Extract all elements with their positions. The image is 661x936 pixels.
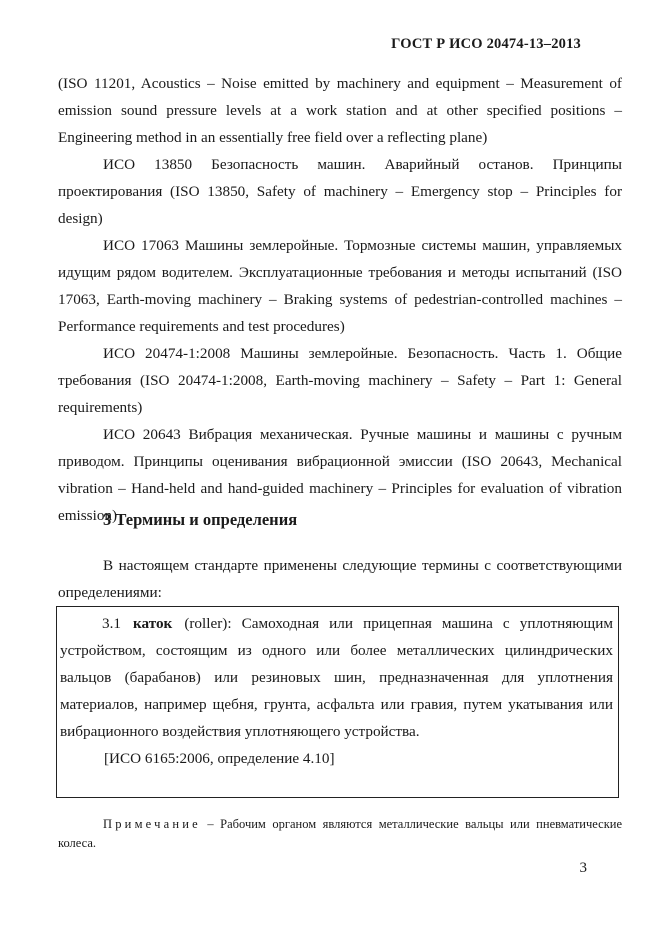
term-definition [60, 610, 613, 745]
term-number: 3.1 [102, 615, 121, 632]
section-intro: В настоящем стандарте применены следующие термины с соответствующими определениями: [58, 557, 622, 601]
document-header: ГОСТ Р ИСО 20474-13–2013 [391, 36, 581, 52]
note-label: Примечание [103, 817, 201, 831]
note-text: – Рабочим органом являются металлические вальцы или пневматические колеса. [58, 817, 623, 850]
reference-item: ИСО 13850 Безопасность машин. Аварийный останов. Принципы проектирования (ISO 13850, Safety of machinery – Emergency stop – Principles for design) [58, 156, 622, 227]
term-definition-text: (roller): Самоходная или прицепная машина с уплотняющим устройством, состоящим из одного или более металлических цилиндрических вальцов (барабанов) или резиновых шин, предназначенная для уплотнения материалов, например щебня, грунта, асфальта или гравия, путем укатывания или вибрационного воздействия уплотняющего устройства. [60, 615, 613, 740]
term-definition-box [56, 606, 619, 798]
reference-item: (ISO 11201, Acoustics – Noise emitted by machinery and equipment – Measurement of emission sound pressure levels at a work station and at other specified positions – Engineering method in an essentially free field over a reflecting plane) [58, 75, 622, 146]
page-number: 3 [579, 860, 587, 876]
term-word: каток [132, 615, 173, 632]
reference-item: ИСО 20643 Вибрация механическая. Ручные машины и машины с ручным приводом. Принципы оценивания вибрационной эмиссии (ISO 20643, Mechanical vibration – Hand-held and hand-guided machinery – Principles for evaluation of vibration emission) [58, 426, 622, 524]
section-heading: 3 Термины и определения [103, 510, 298, 529]
references-list [58, 70, 622, 529]
term-source: [ИСО 6165:2006, определение 4.10] [104, 750, 335, 767]
reference-item: ИСО 17063 Машины землеройные. Тормозные системы машин, управляемых идущим рядом водителем. Эксплуатационные требования и методы испытаний (ISO 17063, Earth-moving machinery – Braking systems of pedestrian-controlled machines – Performance requirements and test procedures) [58, 237, 622, 335]
note [58, 815, 622, 853]
reference-item: ИСО 20474-1:2008 Машины землеройные. Безопасность. Часть 1. Общие требования (ISO 20474-1:2008, Earth-moving machinery – Safety – Part 1: General requirements) [58, 345, 622, 416]
